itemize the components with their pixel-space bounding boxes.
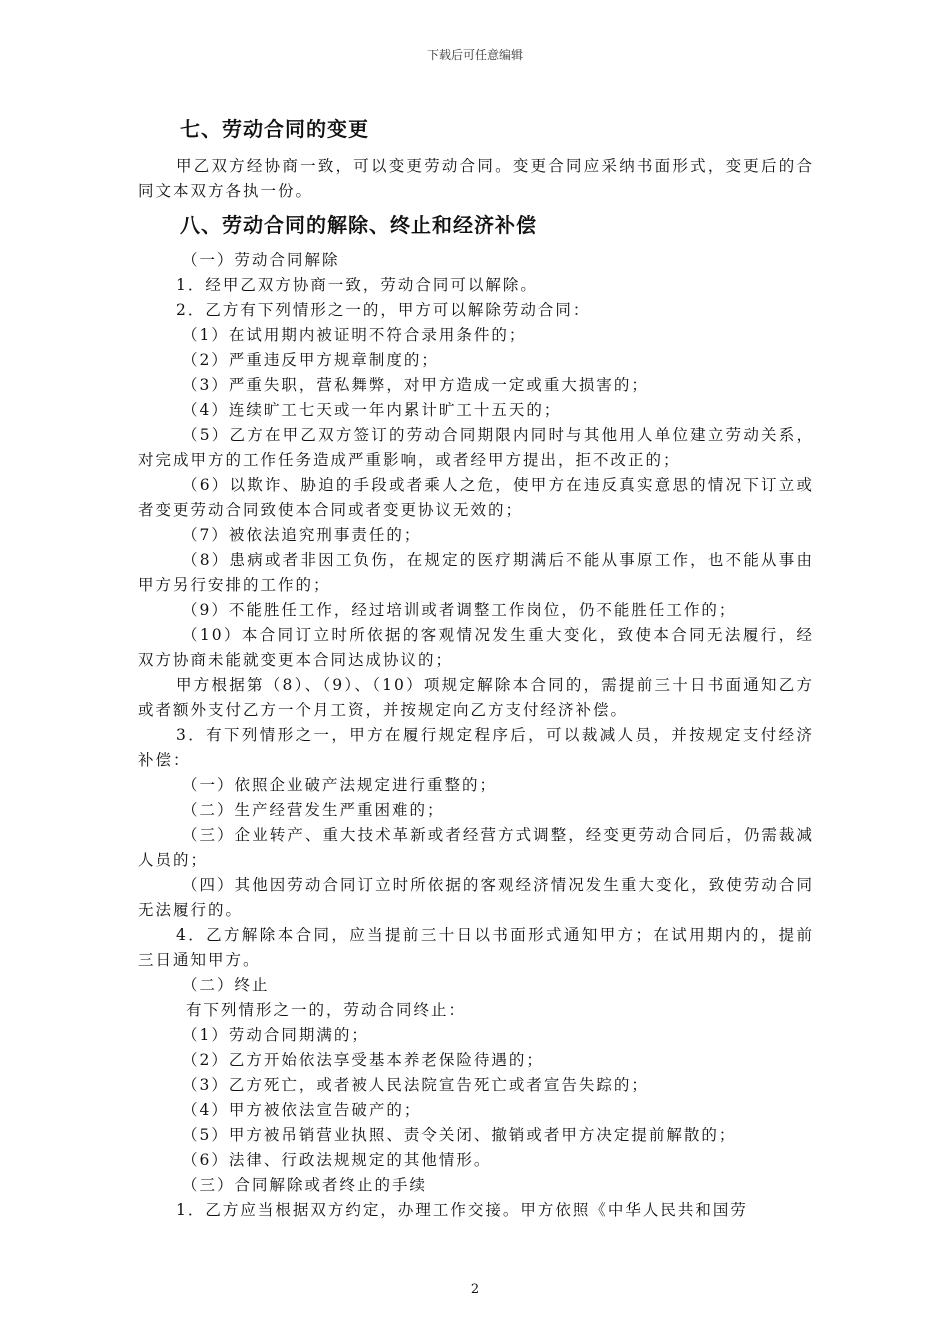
list-item: （三）企业转产、重大技术革新或者经营方式调整，经变更劳动合同后，仍需裁减人员的；	[138, 826, 814, 869]
list-item: （4）甲方被依法宣告破产的；	[182, 1101, 422, 1119]
list-item: （5）乙方在甲乙双方签订的劳动合同期限内同时与其他用人单位建立劳动关系，对完成甲方的工作任务造成严重影响，或者经甲方提出，拒不改正的；	[138, 426, 814, 469]
paragraph: 1．经甲乙双方协商一致，劳动合同可以解除。	[176, 276, 538, 294]
list-item: （1）在试用期内被证明不符合录用条件的；	[182, 326, 527, 344]
page-header: 下载后可任意编辑	[426, 48, 523, 62]
paragraph: 甲乙双方经协商一致，可以变更劳动合同。变更合同应采纳书面形式，变更后的合同文本双方各执一份。	[138, 157, 814, 200]
paragraph: 3．有下列情形之一，甲方在履行规定程序后，可以裁减人员，并按规定支付经济补偿：	[138, 726, 814, 769]
page-number: 2	[470, 1282, 480, 1297]
list-item: （四）其他因劳动合同订立时所依据的客观经济情况发生重大变化，致使劳动合同无法履行的。	[138, 876, 814, 919]
list-item: （3）乙方死亡，或者被人民法院宣告死亡或者宣告失踪的；	[182, 1076, 649, 1094]
paragraph: 1．乙方应当根据双方约定，办理工作交接。甲方依照《中华人民共和国劳	[176, 1201, 748, 1219]
list-item: （6）法律、行政法规规定的其他情形。	[182, 1151, 492, 1169]
paragraph: 有下列情形之一的，劳动合同终止：	[186, 1001, 467, 1019]
list-item: （7）被依法追究刑事责任的；	[182, 526, 422, 544]
list-item: （一）依照企业破产法规定进行重整的；	[182, 776, 498, 794]
document-body	[138, 110, 814, 1223]
list-item: （4）连续旷工七天或一年内累计旷工十五天的；	[182, 401, 562, 419]
list-item: （10）本合同订立时所依据的客观情况发生重大变化，致使本合同无法履行，经双方协商未能就变更本合同达成协议的；	[138, 626, 814, 669]
section-title: 七、劳动合同的变更	[180, 117, 369, 141]
subsection-heading: （三）合同解除或者终止的手续	[182, 1176, 428, 1194]
list-item: （1）劳动合同期满的；	[182, 1026, 369, 1044]
list-item: （3）严重失职，营私舞弊，对甲方造成一定或重大损害的；	[182, 376, 649, 394]
list-item: （6）以欺诈、胁迫的手段或者乘人之危，使甲方在违反真实意思的情况下订立或者变更劳动合同致使本合同或者变更协议无效的；	[138, 476, 814, 519]
paragraph: 4．乙方解除本合同，应当提前三十日以书面形式通知甲方；在试用期内的，提前三日通知甲方。	[138, 926, 814, 969]
list-item: （5）甲方被吊销营业执照、责令关闭、撤销或者甲方决定提前解散的；	[182, 1126, 737, 1144]
list-item: （2）乙方开始依法享受基本养老保险待遇的；	[182, 1051, 544, 1069]
paragraph: 2．乙方有下列情形之一的，甲方可以解除劳动合同：	[176, 301, 591, 319]
section-title: 八、劳动合同的解除、终止和经济补偿	[180, 213, 537, 237]
paragraph: 甲方根据第（8）、（9）、（10）项规定解除本合同的，需提前三十日书面通知乙方或者额外支付乙方一个月工资，并按规定向乙方支付经济补偿。	[138, 676, 814, 719]
list-item: （二）生产经营发生严重困难的；	[182, 801, 445, 819]
subsection-heading: （一）劳动合同解除	[182, 251, 340, 269]
list-item: （2）严重违反甲方规章制度的；	[182, 351, 439, 369]
list-item: （9）不能胜任工作，经过培训或者调整工作岗位，仍不能胜任工作的；	[182, 601, 737, 619]
list-item: （8）患病或者非因工负伤，在规定的医疗期满后不能从事原工作，也不能从事由甲方另行安排的工作的；	[138, 551, 814, 594]
subsection-heading: （二）终止	[182, 976, 270, 994]
